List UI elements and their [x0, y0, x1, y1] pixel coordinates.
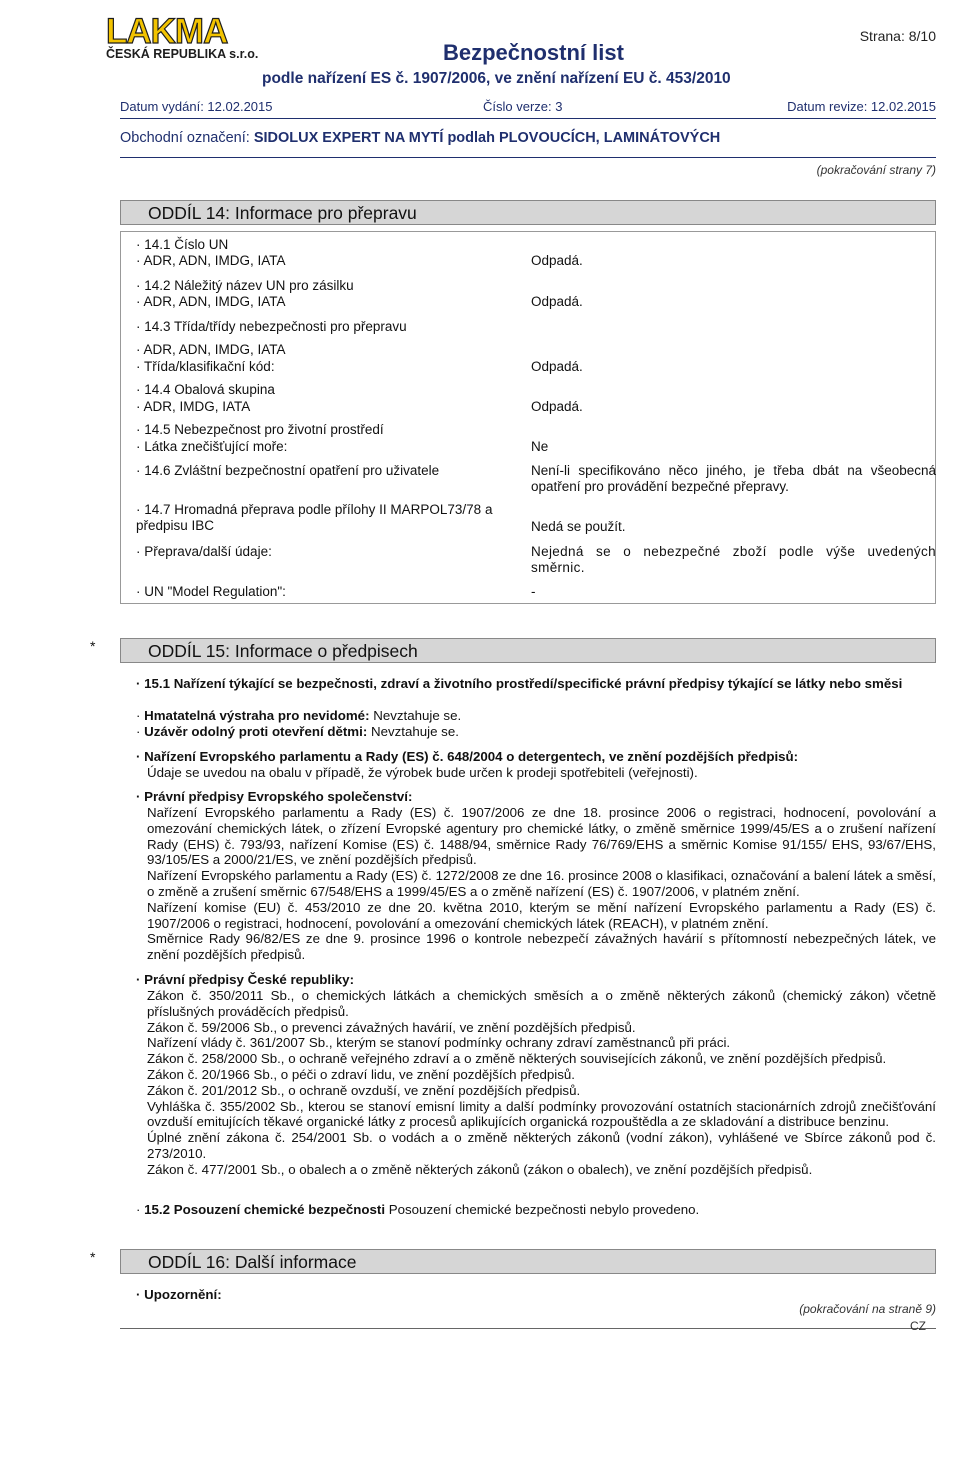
trade-divider [120, 157, 936, 158]
cz-regulation: Nařízení vlády č. 361/2007 Sb., kterým se stanoví podmínky ochrany zdraví zaměstnanců při práci. [147, 1035, 731, 1051]
eu-regulation: Nařízení komise (EU) č. 453/2010 ze dne 20. května 2010, kterým se mění nařízení Evropského parlamentu a Rady (ES) č. 1907/2006 o registraci, hodnocení, povolování a omezování chemických látek (REACH), v platném znění. [147, 899, 936, 931]
trade-name-line [120, 130, 720, 146]
row-14-2-modes: · ADR, ADN, IMDG, IATA [136, 294, 286, 310]
s15-1-heading: · 15.1 Nařízení týkající se bezpečnosti, zdraví a životního prostředí/specifické právní předpisy týkající se látky nebo směsi [136, 676, 936, 692]
child-value: Nevztahuje se. [370, 724, 459, 739]
trade-name-value: SIDOLUX EXPERT NA MYTÍ podlah PLOVOUCÍCH, LAMINÁTOVÝCH [253, 130, 721, 146]
note-label: · Upozornění: [136, 1287, 936, 1303]
footer-divider [120, 1328, 936, 1329]
s15-child-line [136, 724, 936, 740]
svg-text:LAKMA: LAKMA [106, 12, 228, 51]
eu-regulations-list [147, 805, 936, 963]
cz-regulation: Zákon č. 477/2001 Sb., o obalech a o změně některých zákonů (zákon o obalech), ve znění pozdějších předpisů. [147, 1161, 813, 1177]
section-15-header: ODDÍL 15: Informace o předpisech [120, 638, 936, 663]
eu-regulation: Nařízení Evropského parlamentu a Rady (ES) č. 1907/2006 ze dne 18. prosince 2006 o registraci, hodnocení, povolování a omezování chemických látek, o zřízení Evropské agentury pro chemické látky, o změně směrnice 1999/45/ES a o zrušení nařízení Rady (EHS) č. 793/93, nařízení Komise (ES) č. 1488/94, směrnice Rady 76/769/EHS a směrnic Komise 91/155/ EHS, 93/67/EHS, 93/105/ES a 2000/21/ES, ve znění pozdějších předpisů. [147, 805, 936, 868]
eu-regulation: Nařízení Evropského parlamentu a Rady (ES) č. 1272/2008 ze dne 16. prosince 2008 o klasifikaci, označování a balení látek a směsí, o změně a zrušení směrnic 67/548/EHS a 1999/45/ES a o změně nařízení (ES) č. 1907/2006, v platném znění. [147, 868, 936, 899]
row-14-6-value: Není-li specifikováno něco jiného, je třeba dbát na všeobecná opatření pro provádění bezpečné přepravy. [531, 463, 936, 494]
row-14-6-label: · 14.6 Zvláštní bezpečnostní opatření pro uživatele [136, 463, 439, 479]
document-title: Bezpečnostní list [443, 40, 624, 65]
row-14-3-class: · Třída/klasifikační kód: [136, 359, 275, 375]
document-subtitle: podle nařízení ES č. 1907/2006, ve znění nařízení EU č. 453/2010 [262, 70, 731, 87]
row-transport-value: Nejedná se o nebezpečné zboží podle výše uvedených směrnic. [531, 544, 936, 575]
svg-text:ČESKÁ REPUBLIKA s.r.o.: ČESKÁ REPUBLIKA s.r.o. [106, 47, 259, 60]
s15-2-label: 15.2 Posouzení chemické bezpečnosti [144, 1202, 386, 1217]
row-14-3-label: · 14.3 Třída/třídy nebezpečnosti pro přepravu [136, 319, 407, 335]
cz-regulation: Zákon č. 20/1966 Sb., o péči o zdraví lidu, ve znění pozdějších předpisů. [147, 1066, 575, 1082]
row-14-2-value: Odpadá. [531, 294, 583, 309]
eu-regulation: Směrnice Rady 96/82/ES ze dne 9. prosince 1996 o kontrole nebezpečí závažných havárií s přítomností nebezpečných látek, ve znění pozdějších předpisů. [147, 931, 936, 963]
row-14-7-value: Nedá se použít. [531, 519, 626, 534]
detergent-text: Údaje se uvedou na obalu v případě, že výrobek bude určen k prodeji spotřebiteli (veřejnosti). [147, 765, 698, 780]
cz-regulation: Zákon č. 59/2006 Sb., o prevenci závažných havárií, ve znění pozdějších předpisů. [147, 1019, 636, 1035]
continued-to: (pokračování na straně 9) [799, 1302, 936, 1316]
lakma-logo [104, 12, 279, 60]
section-16-change-marker: * [90, 1249, 96, 1265]
row-14-5-marine: · Látka znečišťující moře: [136, 439, 287, 455]
s15-2-text: Posouzení chemické bezpečnosti nebylo provedeno. [388, 1202, 700, 1217]
row-14-4-label: · 14.4 Obalová skupina [136, 382, 275, 398]
section-14-header: ODDÍL 14: Informace pro přepravu [120, 200, 936, 225]
row-model-regulation-label: · UN "Model Regulation": [136, 584, 286, 600]
s15-tactile-line [136, 708, 936, 724]
trade-name-label: Obchodní označení: [120, 130, 250, 146]
row-transport-label: · Přeprava/další údaje: [136, 544, 272, 560]
row-14-4-value: Odpadá. [531, 399, 583, 414]
child-label: Uzávěr odolný proti otevření dětmi: [144, 724, 368, 739]
section-16-header: ODDÍL 16: Další informace [120, 1249, 936, 1274]
row-14-2-label: · 14.2 Náležitý název UN pro zásilku [136, 278, 354, 294]
row-14-1-value: Odpadá. [531, 253, 583, 268]
row-14-4-modes: · ADR, IMDG, IATA [136, 399, 250, 415]
cz-regulation: Zákon č. 350/2011 Sb., o chemických látkách a chemických směsích a o změně některých zákonů (chemický zákon) včetně příslušných prováděcích předpisů. [147, 988, 936, 1019]
issue-date: Datum vydání: 12.02.2015 [120, 99, 273, 114]
row-14-3-value: Odpadá. [531, 359, 583, 374]
cz-regulations-list [147, 988, 936, 1178]
cz-regulation: Vyhláška č. 355/2002 Sb., kterou se stanoví emisní limity a další podmínky provozování ostatních stacionárních zdrojů znečišťování ovzduší emitujících těkavé organické látky z procesů aplikujících organická rozpouštědla a ze skladování a distribuce benzinu. [147, 1098, 936, 1130]
tactile-label: Hmatatelná výstraha pro nevidomé: [144, 708, 370, 723]
row-model-regulation-value: - [531, 584, 536, 599]
cz-regulations-heading: · Právní předpisy České republiky: [136, 972, 936, 988]
version-number: Číslo verze: 3 [483, 99, 563, 114]
row-14-1-label: · 14.1 Číslo UN [136, 237, 228, 253]
row-14-3-modes: · ADR, ADN, IMDG, IATA [136, 342, 286, 358]
detergent-heading: · Nařízení Evropského parlamentu a Rady (ES) č. 648/2004 o detergentech, ve znění pozdějších předpisů: [136, 749, 936, 765]
row-14-5-label: · 14.5 Nebezpečnost pro životní prostředí [136, 422, 384, 438]
tactile-value: Nevztahuje se. [373, 708, 462, 723]
header-divider [120, 118, 936, 119]
continued-from: (pokračování strany 7) [816, 163, 936, 177]
eu-regulations-heading: · Právní předpisy Evropského společenství: [136, 789, 936, 805]
cz-regulation: Zákon č. 258/2000 Sb., o ochraně veřejného zdraví a o změně některých souvisejících zákonů, ve znění pozdějších předpisů. [147, 1051, 887, 1067]
row-14-5-value: Ne [531, 439, 549, 454]
cz-regulation: Úplné znění zákona č. 254/2001 Sb. o vodách a o změně některých zákonů (vodní zákon), vyhlášené ve Sbírce zákonů pod č. 273/2010. [147, 1130, 936, 1161]
section-15-change-marker: * [90, 638, 96, 654]
s15-2-line [136, 1202, 936, 1218]
revision-date: Datum revize: 12.02.2015 [787, 99, 936, 114]
row-14-1-modes: · ADR, ADN, IMDG, IATA [136, 253, 286, 269]
cz-regulation: Zákon č. 201/2012 Sb., o ochraně ovzduší, ve znění pozdějších předpisů. [147, 1082, 581, 1098]
row-14-7-label: · 14.7 Hromadná přeprava podle přílohy II MARPOL73/78 a předpisu IBC [136, 502, 530, 534]
page-number: Strana: 8/10 [859, 28, 936, 44]
language-code: CZ [910, 1319, 926, 1333]
